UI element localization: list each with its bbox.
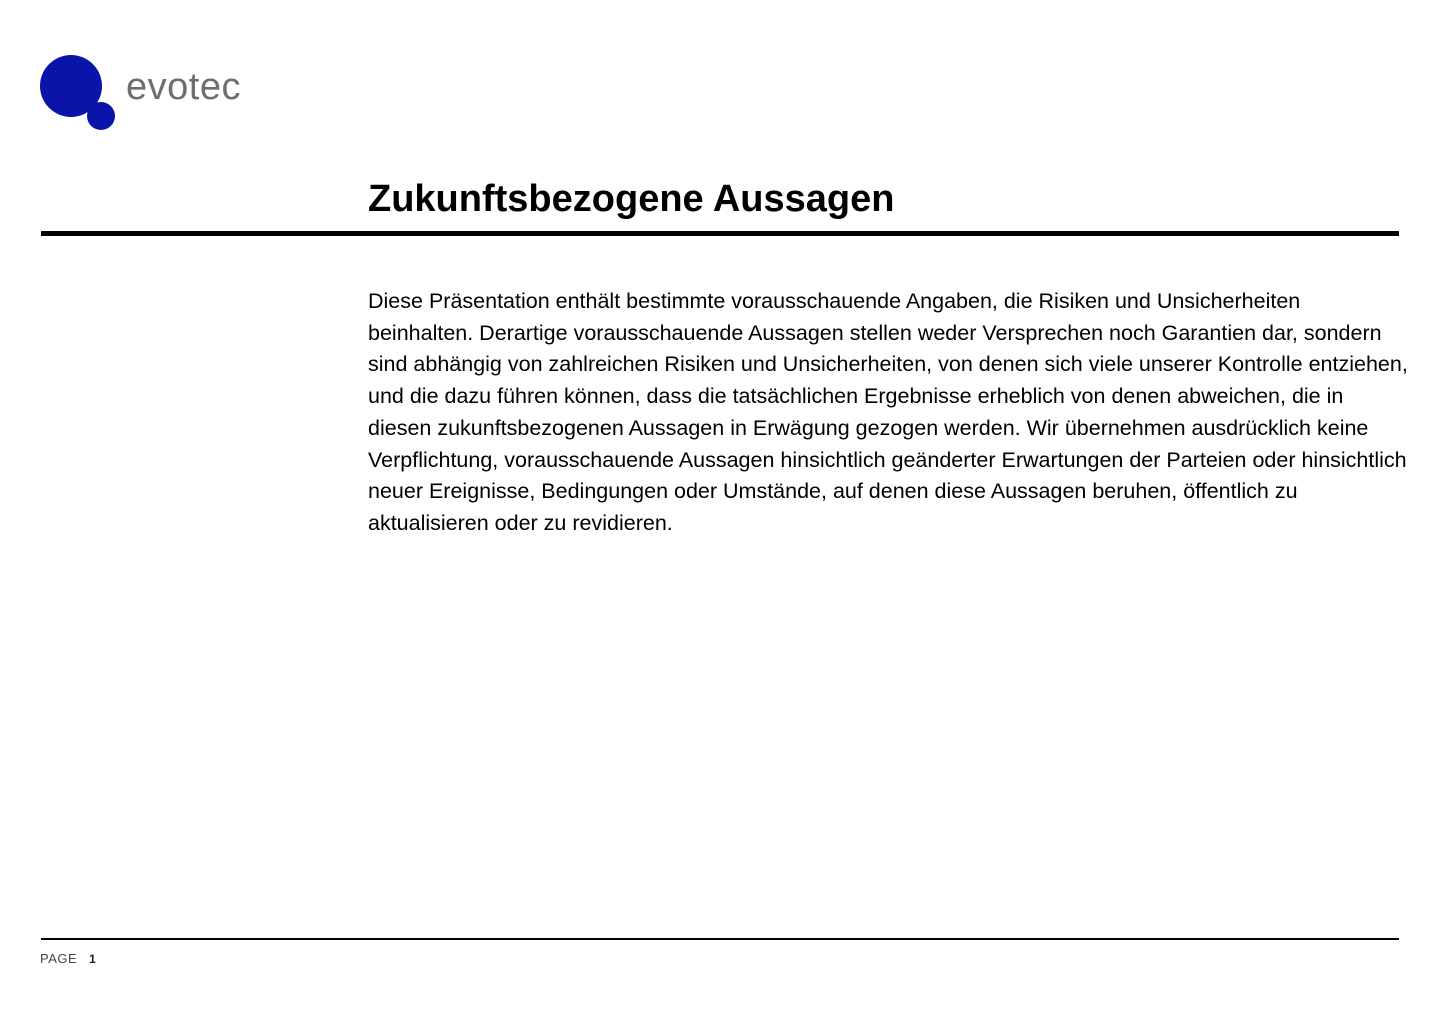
page-number: 1	[89, 952, 96, 966]
slide-title: Zukunftsbezogene Aussagen	[368, 178, 895, 220]
footer-divider	[41, 938, 1399, 940]
title-divider	[41, 231, 1399, 236]
logo-wordmark: evotec	[126, 66, 241, 108]
logo-circles-icon	[40, 54, 120, 134]
logo-small-circle	[87, 102, 115, 130]
page-label: PAGE	[40, 951, 78, 966]
disclaimer-text: Diese Präsentation enthält bestimmte vorausschauende Angaben, die Risiken und Unsicherheiten beinhalten. Derartige vorausschauende Aussagen stellen weder Versprechen noch Garantien dar, sondern sind abhängig von zahlreichen Risiken und Unsicherheiten, von denen sich viele unserer Kontrolle entziehen, und die dazu führen können, dass die tatsächlichen Ergebnisse erheblich von denen abweichen, die in diesen zukunftsbezogenen Aussagen in Erwägung gezogen werden. Wir übernehmen ausdrücklich keine Verpflichtung, vorausschauende Aussagen hinsichtlich geänderter Erwartungen der Parteien oder hinsichtlich neuer Ereignisse, Bedingungen oder Umstände, auf denen diese Aussagen beruhen, öffentlich zu aktualisieren oder zu revidieren.	[368, 289, 1408, 535]
page-footer	[40, 951, 96, 967]
evotec-logo	[40, 54, 270, 134]
